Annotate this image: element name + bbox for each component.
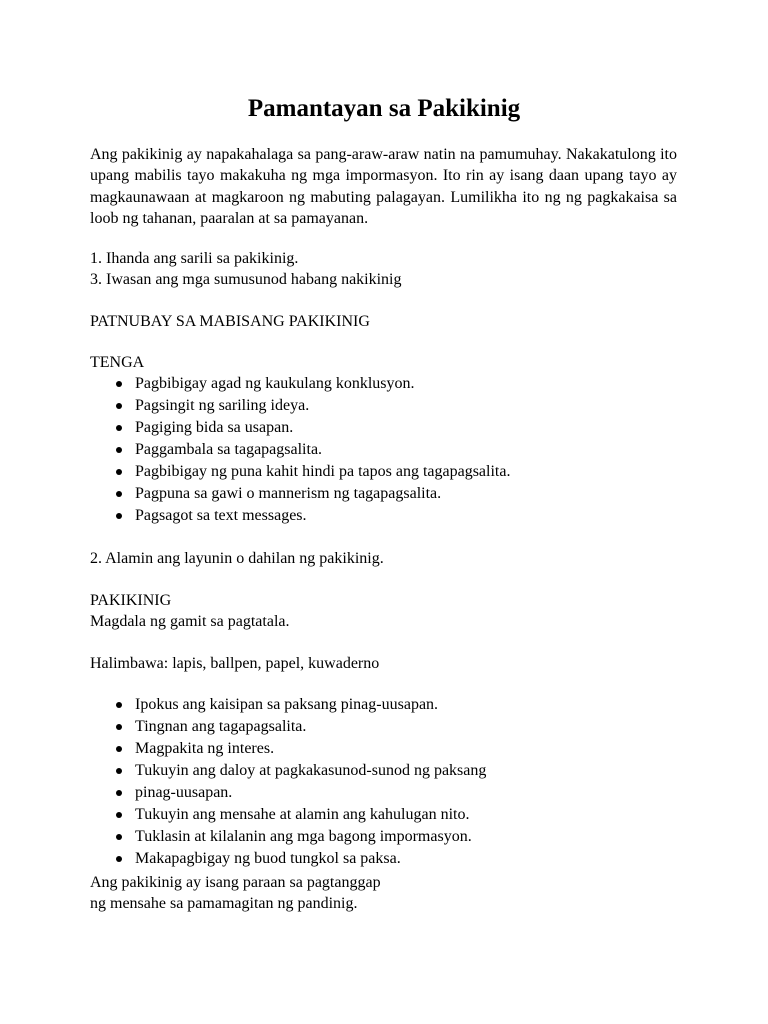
bullet-icon (116, 834, 122, 840)
list-item-text: Pagiging bida sa usapan. (135, 419, 294, 436)
list-item-text: Pagsingit ng sariling ideya. (135, 397, 310, 414)
list-item-text: Tukuyin ang daloy at pagkakasunod-sunod ng paksang (135, 762, 487, 779)
bullet-icon (116, 702, 122, 708)
list-item-text: Ipokus ang kaisipan sa paksang pinag-uusapan. (135, 696, 439, 713)
bullet-icon (116, 746, 122, 752)
list-item (90, 505, 510, 527)
list-item (90, 694, 486, 716)
list-item-text: Pagbibigay ng puna kahit hindi pa tapos ang tagapagsalita. (135, 463, 511, 480)
step-2: 2. Alamin ang layunin o dahilan ng pakikinig. (90, 550, 384, 567)
list-item-text: Pagpuna sa gawi o mannerism ng tagapagsalita. (135, 485, 442, 502)
list-item-text: Tuklasin at kilalanin ang mga bagong impormasyon. (135, 828, 472, 845)
list-item-text: pinag-uusapan. (135, 784, 233, 801)
bullet-icon (116, 491, 122, 497)
list-item-text: Paggambala sa tagapagsalita. (135, 441, 323, 458)
step-3: 3. Iwasan ang mga sumusunod habang nakikinig (90, 271, 402, 288)
list-item-text: Tukuyin ang mensahe at alamin ang kahulugan nito. (135, 806, 470, 823)
example-line: Halimbawa: lapis, ballpen, papel, kuwaderno (90, 655, 380, 672)
bullet-icon (116, 469, 122, 475)
tenga-heading: TENGA (90, 354, 145, 371)
list-item (90, 439, 510, 461)
guide-heading: PATNUBAY SA MABISANG PAKIKINIG (90, 313, 370, 330)
list-item-text: Pagsagot sa text messages. (135, 507, 307, 524)
tenga-list (90, 373, 510, 527)
list-item (90, 848, 486, 870)
list-item (90, 804, 486, 826)
bullet-icon (116, 381, 122, 387)
list-item (90, 373, 510, 395)
bullet-icon (116, 425, 122, 431)
list-item (90, 461, 510, 483)
list-item (90, 483, 510, 505)
bullet-icon (116, 768, 122, 774)
list-item-text: Tingnan ang tagapagsalita. (135, 718, 307, 735)
list-item-text: Magpakita ng interes. (135, 740, 275, 757)
closing-line-2: ng mensahe sa pamamagitan ng pandinig. (90, 895, 358, 912)
list-item (90, 782, 486, 804)
list-item (90, 826, 486, 848)
page-title: Pamantayan sa Pakikinig (247, 95, 521, 122)
bullet-icon (116, 724, 122, 730)
closing-line-1: Ang pakikinig ay isang paraan sa pagtanggap (90, 874, 381, 891)
list-item (90, 738, 486, 760)
step-1: 1. Ihanda ang sarili sa pakikinig. (90, 250, 299, 267)
pakikinig-list (90, 694, 486, 870)
bullet-icon (116, 403, 122, 409)
bullet-icon (116, 856, 122, 862)
list-item (90, 395, 510, 417)
pakikinig-line: Magdala ng gamit sa pagtatala. (90, 613, 290, 630)
list-item (90, 760, 486, 782)
list-item (90, 716, 486, 738)
bullet-icon (116, 513, 122, 519)
list-item-text: Makapagbigay ng buod tungkol sa paksa. (135, 850, 401, 867)
intro-paragraph: Ang pakikinig ay napakahalaga sa pang-araw-araw natin na pamumuhay. Nakakatulong ito upang mabilis tayo makakuha ng mga impormasyon. Ito rin ay isang daan upang tayo ay magkaunawaan at magkaroon ng mabuting palagayan. Lumilikha ito ng ng pagkakaisa sa loob ng tahanan, paaralan at sa pamayanan. (90, 146, 677, 227)
bullet-icon (116, 790, 122, 796)
list-item-text: Pagbibigay agad ng kaukulang konklusyon. (135, 375, 415, 392)
bullet-icon (116, 812, 122, 818)
pakikinig-heading: PAKIKINIG (90, 592, 172, 609)
bullet-icon (116, 447, 122, 453)
list-item (90, 417, 510, 439)
